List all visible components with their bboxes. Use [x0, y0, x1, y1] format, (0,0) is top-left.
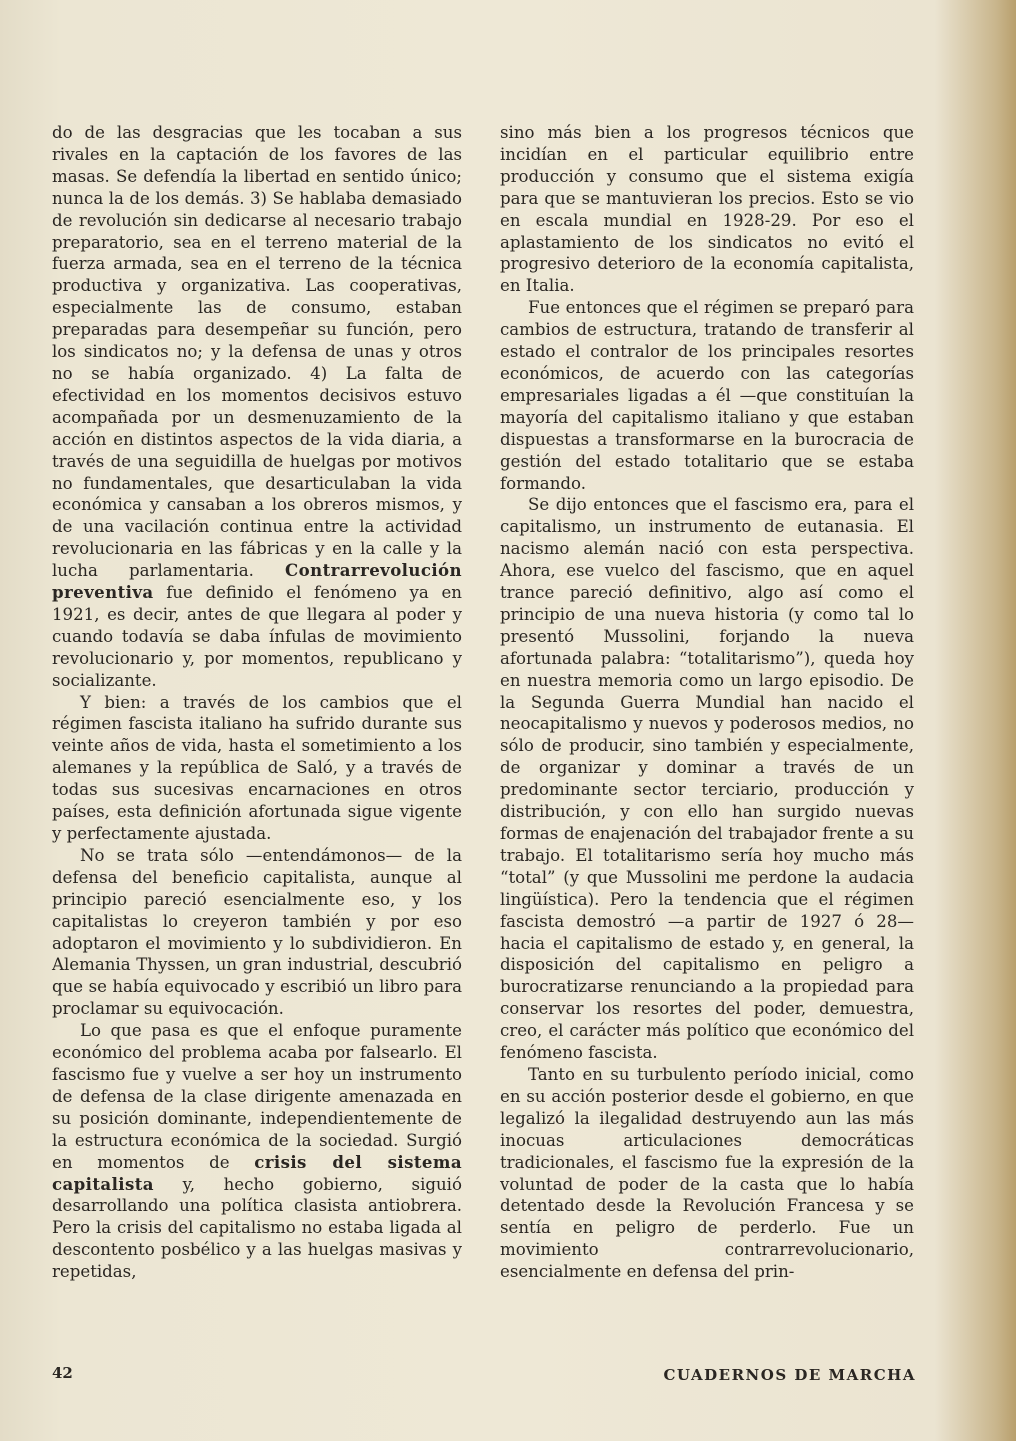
left-p1-emphasis: Contrarrevolución preventiva	[52, 560, 462, 603]
right-paragraph-3: Se dijo entonces que el fascismo era, para el capitalismo, un instrumento de eutanasia. El nacismo alemán nació con esta perspectiva. Ahora, ese vuelco del fascismo, que en aquel trance pareció definitivo, algo así como el principio de una nueva historia (y como tal lo presentó Mussolini, forjando la nueva afortunada palabra: “totalitarismo”), queda hoy en nuestra memoria como un largo episodio. De la Segunda Guerra Mundial han nacido el neocapitalismo y nuevos y poderosos medios, no sólo de producir, sino también y especialmente, de organizar y dominar a través de un predominante sector terciario, producción y distribución, y con ello han surgido nuevas formas de enajenación del trabajador frente a su trabajo. El totalitarismo sería hoy mucho más “total” (y que Mussolini me perdone la audacia lingüística). Pero la tendencia que el régimen fascista demostró —a partir de 1927 ó 28— hacia el capitalismo de estado y, en general, la disposición del capitalismo en peligro a burocratizarse renunciando a la propiedad para conservar los resortes del poder, demuestra, creo, el carácter más político que económico del fenómeno fascista.	[500, 495, 914, 1063]
right-column	[500, 122, 914, 1283]
right-paragraph-2: Fue entonces que el régimen se preparó para cambios de estructura, tratando de transferir al estado el contralor de los principales resortes económicos, de acuerdo con las categorías empresariales ligadas a él —que constituían la mayoría del capitalismo italiano y que estaban dispuestas a transformarse en la burocracia de gestión del estado totalitario que se estaba formando.	[500, 298, 914, 493]
publication-title: CUADERNOS DE MARCHA	[663, 1366, 916, 1384]
left-p1-text-a: do de las desgracias que les tocaban a sus rivales en la captación de los favores de las masas. Se defendía la libertad en sentido único; nunca la de los demás. 3) Se hablaba demasiado de revolución sin dedicarse al necesario trabajo preparatorio, sea en el terreno material de la fuerza armada, sea en el terreno de la técnica productiva y organizativa. Las cooperativas, especialmente las de consumo, estaban preparadas para desempeñar su función, pero los sindicatos no; y la defensa de unas y otros no se había organizado. 4) La falta de efectividad en los momentos decisivos estuvo acompañada por un desmenuzamiento de la acción en distintos aspectos de la vida diaria, a través de una seguidilla de huelgas por motivos no fundamentales, que desarticulaban la vida económica y cansaban a los obreros mismos, y de una vacilación continua entre la actividad revolucionaria en las fábricas y en la calle y la lucha parlamentaria.	[52, 123, 462, 581]
left-p4-emphasis: crisis del sistema capitalista	[52, 1151, 462, 1194]
left-paragraph-4	[52, 1020, 462, 1283]
right-paragraph-1: sino más bien a los progresos técnicos que incidían en el particular equilibrio entre producción y consumo que el sistema exigía para que se mantuvieran los precios. Esto se vio en escala mundial en 1928-29. Por eso el aplastamiento de los sindicatos no evitó el progresivo deterioro de la economía capitalista, en Italia.	[500, 123, 914, 296]
left-column	[52, 122, 462, 1283]
left-paragraph-2: Y bien: a través de los cambios que el régimen fascista italiano ha sufrido durante sus veinte años de vida, hasta el sometimiento a los alemanes y la república de Saló, y a través de todas sus sucesivas encarnaciones en otros países, esta definición afortunada sigue vigente y perfectamente ajustada.	[52, 692, 462, 843]
left-paragraph-3: No se trata sólo —entendámonos— de la defensa del beneficio capitalista, aunque al principio pareció esencialmente eso, y los capitalistas lo creyeron también y por eso adoptaron el movimiento y lo subdividieron. En Alemania Thyssen, un gran industrial, descubrió que se había equivocado y escribió un libro para proclamar su equivocación.	[52, 845, 462, 1019]
left-p4-text-b: y, hecho gobierno, siguió desarrollando una política clasista antiobrera. Pero la crisis del capitalismo no estaba ligada al descontento posbélico y a las huelgas masivas y repetidas,	[52, 1174, 462, 1282]
right-paragraph-4: Tanto en su turbulento período inicial, como en su acción posterior desde el gobierno, en que legalizó la ilegalidad destruyendo aun las más inocuas articulaciones democráticas tradicionales, el fascismo fue la expresión de la voluntad de poder de la casta que lo había detentado desde la Revolución Francesa y se sentía en peligro de perderlo. Fue un movimiento contrarrevolucionario, esencialmente en defensa del prin-	[500, 1064, 914, 1282]
left-p1-text-b: fue definido el fenómeno ya en 1921, es decir, antes de que llegara al poder y cuando todavía se daba ínfulas de movimiento revolucionario y, por momentos, republicano y socializante.	[52, 583, 462, 690]
page-number: 42	[52, 1364, 73, 1382]
left-paragraph-1	[52, 122, 462, 692]
left-p4-text-a: Lo que pasa es que el enfoque puramente económico del problema acaba por falsearlo. El fascismo fue y vuelve a ser hoy un instrumento de defensa de la clase dirigente amenazada en su posición dominante, independientemente de la estructura económica de la sociedad. Surgió en momentos de	[52, 1021, 462, 1172]
